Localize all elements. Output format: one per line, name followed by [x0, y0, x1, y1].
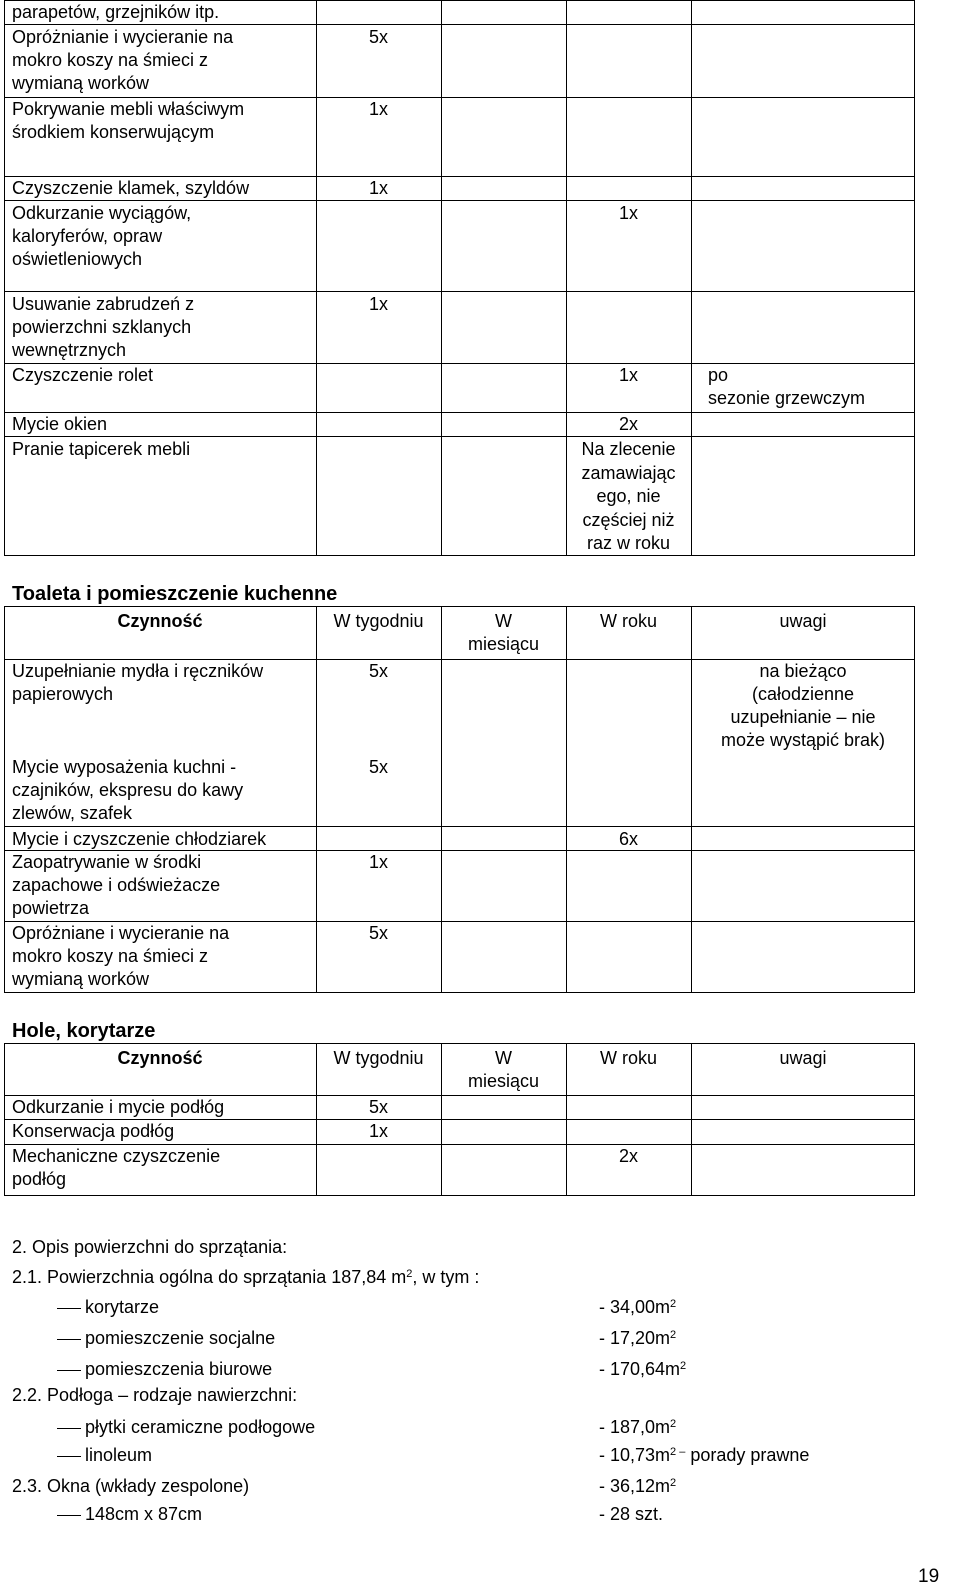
table-cell-yearly: 6x	[618, 829, 638, 849]
table-cell-yearly: 2x	[618, 1146, 638, 1166]
spec-heading: 2. Opis powierzchni do sprzątania:	[12, 1237, 288, 1257]
list-dash	[57, 1428, 81, 1429]
table-cell-weekly: 5x	[368, 923, 388, 943]
table1-col-divider	[441, 0, 442, 556]
list-item-label: linoleum	[85, 1445, 153, 1465]
table1-row-divider	[4, 436, 915, 437]
table-cell-activity: Uzupełnianie mydła i ręczników papierowych	[12, 661, 264, 704]
table-cell-weekly: 1x	[368, 294, 388, 314]
list-item-label: pomieszczenie socjalne	[85, 1328, 276, 1348]
value-text: - 187,0m	[599, 1417, 671, 1437]
table1-col-divider	[316, 0, 317, 556]
list-dash	[57, 1370, 81, 1371]
header-yearly: W roku	[599, 1048, 657, 1068]
list-item-value: - 28 szt.	[599, 1504, 664, 1524]
value-extra: porady prawne	[690, 1445, 810, 1465]
list-item-value	[599, 1358, 686, 1381]
table-cell-activity: Opróżnianie i wycieranie na mokro koszy na śmieci z wymianą worków	[12, 27, 234, 93]
list-dash	[57, 1515, 81, 1516]
table-cell-activity: Usuwanie zabrudzeń z powierzchni szklanych wewnętrznych	[12, 294, 195, 360]
superscript: 2	[670, 1477, 677, 1489]
table-cell-weekly: 1x	[368, 1121, 388, 1141]
header-activity: Czynność	[117, 1048, 203, 1068]
table-cell-weekly: 5x	[368, 27, 388, 47]
spec-2-2-line: 2.2. Podłoga – rodzaje nawierzchni:	[12, 1385, 298, 1405]
table1-row-divider	[4, 200, 915, 201]
table-cell-activity: Pranie tapicerek mebli	[12, 439, 191, 459]
header-monthly: W miesiącu	[467, 1048, 540, 1091]
table-cell-activity: Czyszczenie rolet	[12, 365, 154, 385]
spec-2-1-text: 2.1. Powierzchnia ogólna do sprzątania 187,84 m	[12, 1267, 407, 1287]
table-cell-activity: Mycie wyposażenia kuchni - czajników, ekspresu do kawy zlewów, szafek	[12, 757, 244, 823]
table-cell-activity: Opróżniane i wycieranie na mokro koszy na śmieci z wymianą worków	[12, 923, 230, 989]
list-item-label: płytki ceramiczne podłogowe	[85, 1417, 316, 1437]
list-item-value	[599, 1444, 809, 1467]
header-notes: uwagi	[779, 1048, 827, 1068]
table-cell-yearly: 1x	[618, 365, 638, 385]
list-item-label: korytarze	[85, 1297, 160, 1317]
table-cell-weekly: 5x	[368, 661, 388, 681]
table-cell-notes: po sezonie grzewczym	[708, 365, 866, 408]
value-text: - 36,12m	[599, 1476, 671, 1496]
value-text: - 17,20m	[599, 1328, 671, 1348]
header-weekly: W tygodniu	[333, 611, 424, 631]
value-text: - 10,73m	[599, 1445, 671, 1465]
table-cell-activity: Odkurzanie wyciągów, kaloryferów, opraw oświetleniowych	[12, 203, 192, 269]
spec-2-1-tail: , w tym :	[412, 1267, 480, 1287]
table-cell-activity: Zaopatrywanie w środki zapachowe i odświeżacze powietrza	[12, 852, 221, 918]
spec-2-3-value	[599, 1475, 676, 1498]
table1-row-divider	[4, 24, 915, 25]
table-cell-weekly: 1x	[368, 99, 388, 119]
list-item-label: pomieszczenia biurowe	[85, 1359, 273, 1379]
table-cell-monthly: 1x	[618, 203, 638, 223]
superscript: 2	[670, 1298, 677, 1310]
toaleta-row-divider	[4, 826, 915, 827]
superscript: 2	[680, 1360, 687, 1372]
section-title-toaleta: Toaleta i pomieszczenie kuchenne	[12, 583, 338, 605]
superscript: 2	[670, 1418, 677, 1430]
toaleta-col-divider	[566, 606, 567, 993]
section-title-hole: Hole, korytarze	[12, 1020, 156, 1042]
table-cell-yearly: 2x	[618, 414, 638, 434]
table-cell-weekly: 5x	[368, 757, 388, 777]
list-item-value	[599, 1327, 676, 1350]
list-dash	[57, 1339, 81, 1340]
superscript: 2 –	[670, 1446, 686, 1458]
superscript: 2	[406, 1268, 413, 1280]
value-text: - 34,00m	[599, 1297, 671, 1317]
table1-col-divider	[691, 0, 692, 556]
header-yearly: W roku	[599, 611, 657, 631]
table-cell-weekly: 5x	[368, 1097, 388, 1117]
table-cell-activity: Mechaniczne czyszczenie podłóg	[12, 1146, 221, 1189]
table-cell-activity: parapetów, grzejników itp.	[12, 2, 220, 22]
header-weekly: W tygodniu	[333, 1048, 424, 1068]
list-item-value	[599, 1296, 676, 1319]
spec-2-1-line	[12, 1266, 479, 1289]
table-cell-activity: Konserwacja podłóg	[12, 1121, 175, 1141]
page-number: 19	[918, 1566, 940, 1587]
list-dash	[57, 1308, 81, 1309]
header-monthly: W miesiącu	[467, 611, 540, 654]
toaleta-col-divider	[441, 606, 442, 993]
table-cell-notes: na bieżąco (całodzienne uzupełnianie – nie może wystąpić brak)	[720, 661, 886, 750]
table-cell-activity: Pokrywanie mebli właściwym środkiem konserwującym	[12, 99, 245, 142]
spec-2-3-line: 2.3. Okna (wkłady zespolone)	[12, 1476, 250, 1496]
table-cell-activity: Czyszczenie klamek, szyldów	[12, 178, 250, 198]
list-item-label: 148cm x 87cm	[85, 1504, 203, 1524]
value-text: - 170,64m	[599, 1359, 681, 1379]
list-dash	[57, 1456, 81, 1457]
table-cell-activity: Odkurzanie i mycie podłóg	[12, 1097, 225, 1117]
table-cell-weekly: 1x	[368, 178, 388, 198]
table-cell-activity: Mycie okien	[12, 414, 108, 434]
header-notes: uwagi	[779, 611, 827, 631]
table-cell-activity: Mycie i czyszczenie chłodziarek	[12, 829, 267, 849]
header-activity: Czynność	[117, 611, 203, 631]
list-item-value	[599, 1416, 676, 1439]
table-cell-weekly: 1x	[368, 852, 388, 872]
table1-row-divider	[4, 291, 915, 292]
superscript: 2	[670, 1329, 677, 1341]
table-cell-yearly: Na zlecenie zamawiając ego, nie częściej niż raz w roku	[581, 439, 676, 553]
